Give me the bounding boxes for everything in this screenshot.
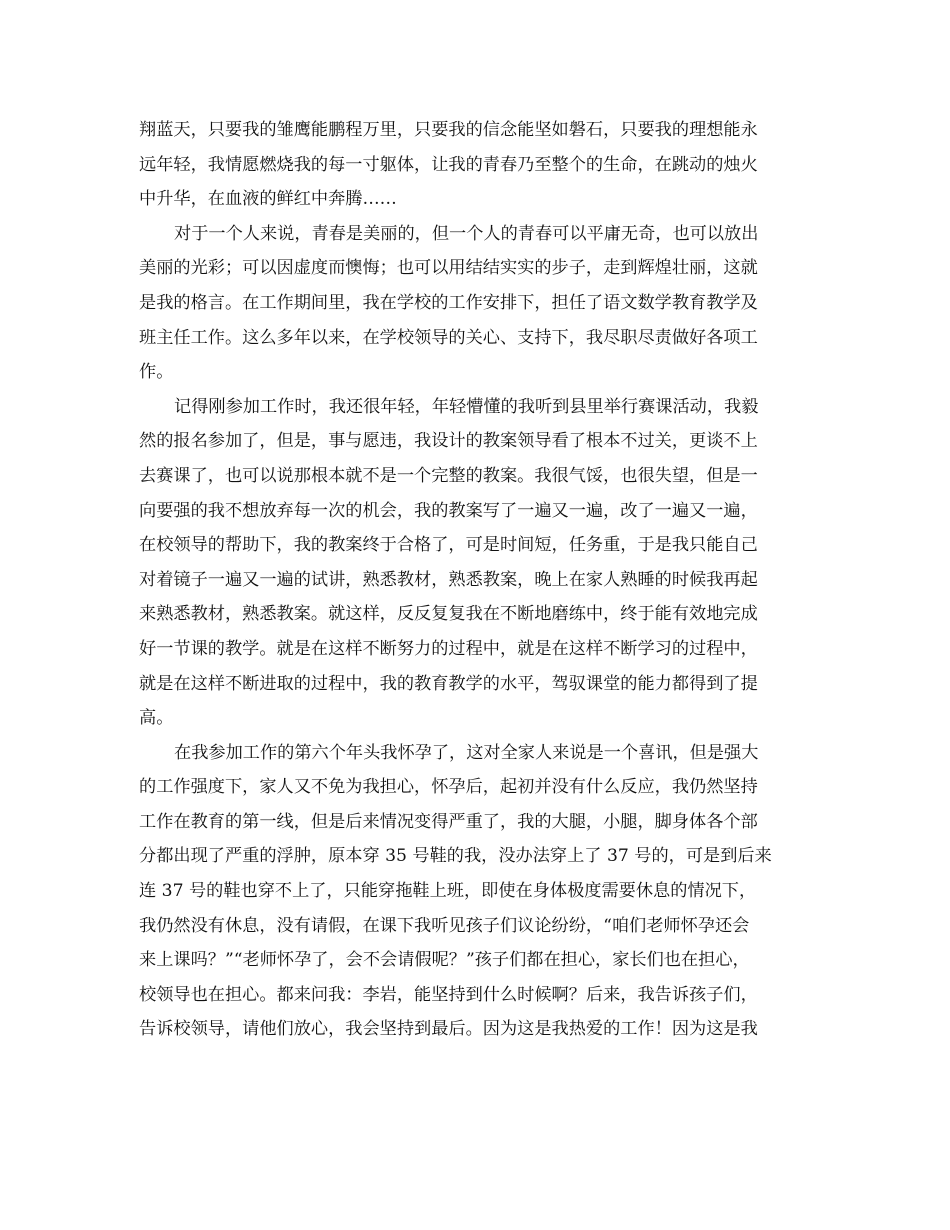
text-line: 我仍然没有休息，没有请假，在课下我听见孩子们议论纷纷，“咱们老师怀孕还会 (139, 915, 750, 936)
text-line: 中升华，在血液的鲜红中奔腾…… (139, 189, 397, 210)
text-line: 对着镜子一遍又一遍的试讲，熟悉教材，熟悉教案，晚上在家人熟睡的时候我再起 (139, 569, 758, 590)
text-line: 在我参加工作的第六个年头我怀孕了，这对全家人来说是一个喜讯，但是强大 (174, 742, 759, 763)
body-text (139, 113, 819, 1047)
text-line: 在校领导的帮助下，我的教案终于合格了，可是时间短，任务重，于是我只能自己 (139, 535, 758, 556)
text-line: 去赛课了，也可以说那根本就不是一个完整的教案。我很气馁，也很失望，但是一 (139, 465, 758, 486)
text-line: 就是在这样不断进取的过程中，我的教育教学的水平，驾驭课堂的能力都得到了提 (139, 673, 758, 694)
text-line: 高。 (139, 708, 174, 729)
text-line: 翔蓝天，只要我的雏鹰能鹏程万里，只要我的信念能坚如磐石，只要我的理想能永 (139, 120, 758, 140)
paragraph (139, 217, 819, 390)
text-line: 然的报名参加了，但是，事与愿违，我设计的教案领导看了根本不过关，更谈不上 (139, 431, 758, 452)
text-line: 美丽的光彩；可以因虚度而懊悔；也可以用结结实实的步子，走到辉煌壮丽，这就 (139, 258, 758, 279)
text-line: 对于一个人来说，青春是美丽的，但一个人的青春可以平庸无奇，也可以放出 (174, 223, 759, 244)
text-line: 来上课吗？”“老师怀孕了，会不会请假呢？”孩子们都在担心，家长们也在担心， (139, 950, 750, 971)
text-line: 分都出现了严重的浮肿，原本穿 35 号鞋的我，没办法穿上了 37 号的，可是到后来 (139, 846, 772, 867)
text-line: 校领导也在担心。都来问我：李岩，能坚持到什么时候啊？后来，我告诉孩子们， (139, 984, 758, 1005)
text-line: 是我的格言。在工作期间里，我在学校的工作安排下，担任了语文数学教育教学及 (139, 292, 758, 313)
text-line: 的工作强度下，家人又不免为我担心，怀孕后，起初并没有什么反应，我仍然坚持 (139, 777, 758, 798)
paragraph (139, 390, 819, 736)
text-line: 连 37 号的鞋也穿不上了，只能穿拖鞋上班，即使在身体极度需要休息的情况下， (139, 881, 757, 902)
paragraph (139, 736, 819, 1047)
text-line: 记得刚参加工作时，我还很年轻，年轻懵懂的我听到县里举行赛课活动，我毅 (174, 396, 759, 417)
text-line: 好一节课的教学。就是在这样不断努力的过程中，就是在这样不断学习的过程中， (139, 638, 758, 659)
text-line: 班主任工作。这么多年以来，在学校领导的关心、支持下，我尽职尽责做好各项工 (139, 327, 758, 348)
text-line: 向要强的我不想放弃每一次的机会，我的教案写了一遍又一遍，改了一遍又一遍， (139, 500, 758, 521)
text-line: 告诉校领导，请他们放心，我会坚持到最后。因为这是我热爱的工作！因为这是我 (139, 1019, 758, 1040)
text-line: 来熟悉教材，熟悉教案。就这样，反反复复我在不断地磨练中，终于能有效地完成 (139, 604, 758, 625)
paragraph (139, 113, 819, 217)
text-line: 作。 (139, 362, 174, 383)
text-line: 远年轻，我情愿燃烧我的每一寸躯体，让我的青春乃至整个的生命，在跳动的烛火 (139, 154, 758, 175)
text-line: 工作在教育的第一线，但是后来情况变得严重了，我的大腿，小腿，脚身体各个部 (139, 811, 758, 832)
